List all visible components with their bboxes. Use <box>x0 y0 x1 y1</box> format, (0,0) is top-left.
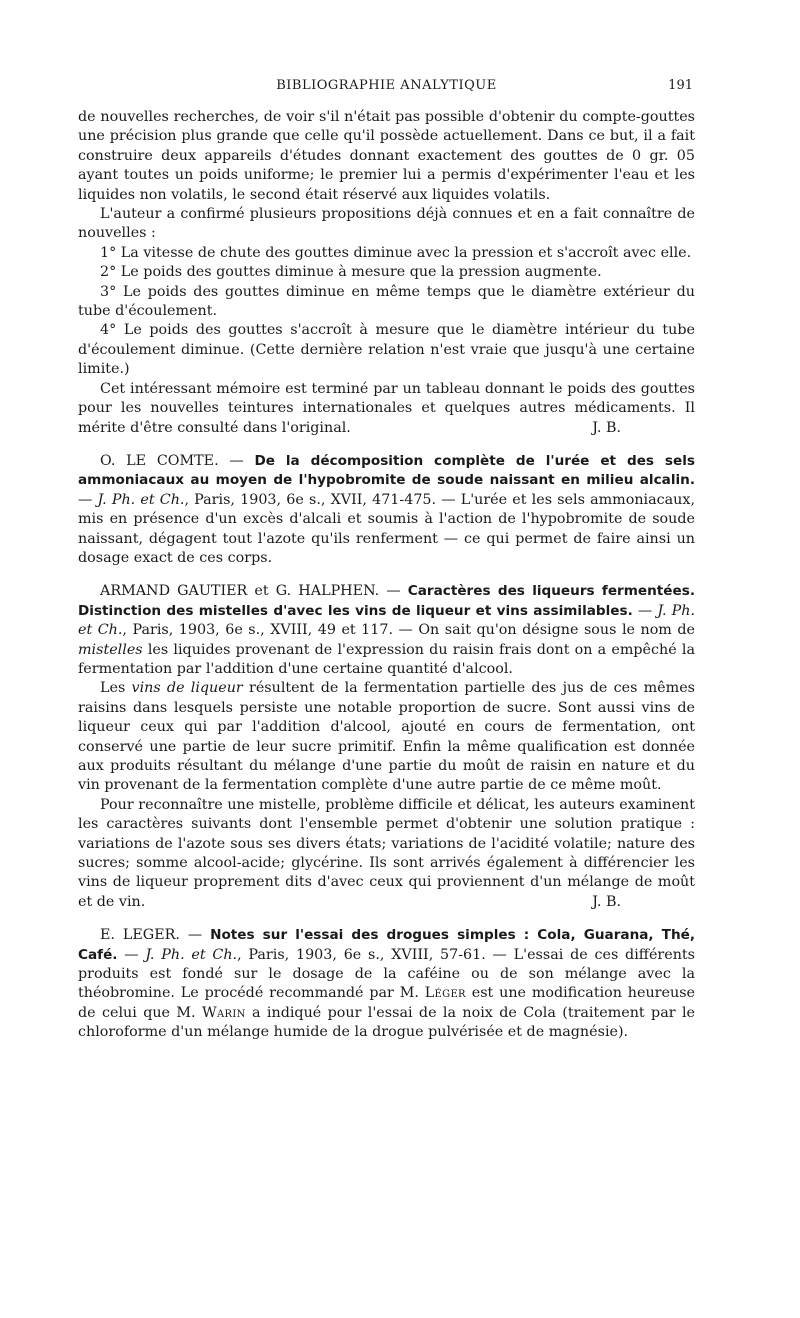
page <box>78 76 695 1043</box>
list-item: 1° La vitesse de chute des gouttes diminue avec la pression et s'accroît avec elle. <box>100 244 692 261</box>
author-name-leger: Léger <box>424 985 466 1002</box>
list-item: 3° Le poids des gouttes diminue en même temps que le diamètre extérieur du tube d'écoulement. <box>78 283 695 320</box>
running-title: BIBLIOGRAPHIE ANALYTIQUE <box>276 78 497 93</box>
abstract-paragraph: Les vins de liqueur résultent de la fermentation partielle des jus de ces mêmes raisins dans lesquels persiste une notable proportion de sucre. Sont aussi vins de liqueur ceux qui par l'addition d'alcool, ajouté en cours de fermentation, ont conservé une partie de leur sucre primitif. Enfin la même qualification est donnée aux produits résultant du mélange d'une partie du moût de raisin en nature et du vin provenant de la fermentation complète d'une autre partie de ce même moût. <box>78 680 696 794</box>
list-item: 2° Le poids des gouttes diminue à mesure que la pression augmente. <box>100 264 602 281</box>
running-header <box>78 76 695 96</box>
author-name-warin: Warin <box>201 1004 246 1021</box>
signature: J. B. <box>592 893 621 910</box>
page-number: 191 <box>668 78 693 93</box>
entry-journal: J. Ph. et Ch. <box>145 946 238 963</box>
entry-abstract: L'urée et les sels ammoniacaux, mis en présence d'un excès d'alcali et soumis à l'action de l'hypobromite de soude naissant, dégagent tout l'azote qu'ils renferment — ce qui permet de faire ainsi un dosage exact de ces corps. <box>78 491 695 566</box>
intro-paragraph: de nouvelles recherches, de voir s'il n'était pas possible d'obtenir du compte-gouttes une précision plus grande que celle qu'il possède actuellement. Dans ce but, il a fait construire deux appareils d'études donnant exactement des gouttes de 0 gr. 05 ayant toutes un poids uniforme; le premier lui a permis d'expérimenter l'eau et les liquides non volatils, le second était réservé aux liquides volatils. <box>78 109 695 203</box>
term-vins-de-liqueur: vins de liqueur <box>131 680 243 697</box>
entry-journal: J. Ph. et Ch. <box>97 491 185 508</box>
bib-entry-leger: E. LEGER. — Notes sur l'essai des drogues simples : Cola, Guarana, Thé, Café. — J. Ph. et Ch., Paris, 1903, 6e s., XVIII, 57-61. — L'essai de ces différents produits est fondé sur le dosage de la caféine ou de son mélange avec la théobromine. Le procédé recommandé par M. Léger est une modification heureuse de celui que M. Warin a indiqué pour l'essai de la noix de Cola (traitement par le chloroforme d'un mélange humide de la drogue pulvérisée et de magnésie). <box>78 927 696 1041</box>
entry-author: O. LE COMTE. <box>100 452 219 469</box>
signature: J. B. <box>592 419 621 436</box>
entry-journal: J. Ph. et Ch. <box>78 602 695 639</box>
intro-conclusion: Cet intéressant mémoire est terminé par un tableau donnant le poids des gouttes pour les nouvelles teintures internationales et quelques autres médicaments. Il mérite d'être consulté dans l'original. J. B. <box>78 380 695 438</box>
entry-author: E. LEGER. <box>100 927 180 944</box>
intro-paragraph-2: L'auteur a confirmé plusieurs propositions déjà connues et en a fait connaître de nouvelles : <box>78 206 695 242</box>
list-item: 4° Le poids des gouttes s'accroît à mesure que le diamètre intérieur du tube d'écoulement diminue. (Cette dernière relation n'est vraie que jusqu'à une certaine limite.) <box>78 322 695 378</box>
entry-author: ARMAND GAUTIER et G. HALPHEN. <box>100 583 380 600</box>
entry-reference: , Paris, 1903, 6e s., XVII, 471-475. — <box>184 491 461 508</box>
term-mistelles: mistelles <box>78 641 143 658</box>
entry-reference: , Paris, 1903, 6e s., XVIII, 57-61. — <box>237 946 514 963</box>
abstract-paragraph: Pour reconnaître une mistelle, problème difficile et délicat, les auteurs examinent les caractères suivants dont l'ensemble permet d'obtenir une solution pratique : variations de l'azote sous ses divers états; variations de l'acidité volatile; nature des sucres; somme alcool-acide; glycérine. Ils sont arrivés également à différencier les vins de liqueur proprement dits d'avec ceux qui proviennent d'un mélange de moût et de vin. J. B. <box>78 796 695 912</box>
bib-entry-gautier-halphen: ARMAND GAUTIER et G. HALPHEN. — Caractères des liqueurs fermentées. Distinction des mistelles d'avec les vins de liqueur et vins assimilables. — J. Ph. et Ch., Paris, 1903, 6e s., XVIII, 49 et 117. — On sait qu'on désigne sous le nom de mistelles les liquides provenant de l'expression du raisin frais dont on a empêché la fermentation par l'addition d'une certaine quantité d'alcool. <box>78 583 695 677</box>
bib-entry-le-comte: O. LE COMTE. — De la décomposition complète de l'urée et des sels ammoniacaux au moyen de l'hypobromite de soude naissant en milieu alcalin. — J. Ph. et Ch., Paris, 1903, 6e s., XVII, 471-475. — L'urée et les sels ammoniacaux, mis en présence d'un excès d'alcali et soumis à l'action de l'hypobromite de soude naissant, dégagent tout l'azote qu'ils renferment — ce qui permet de faire ainsi un dosage exact de ces corps. <box>78 452 695 566</box>
entry-title: De la décomposition complète de l'urée et des sels ammoniacaux au moyen de l'hypobromite de soude naissant en milieu alcalin. <box>78 452 695 489</box>
entry-title: Notes sur l'essai des drogues simples : Cola, Guarana, Thé, Café. <box>78 927 696 963</box>
entry-reference: , Paris, 1903, 6e s., XVIII, 49 et 117. — <box>122 622 419 639</box>
entry-title: Caractères des liqueurs fermentées. Distinction des mistelles d'avec les vins de liqueur et vins assimilables. <box>78 583 695 619</box>
